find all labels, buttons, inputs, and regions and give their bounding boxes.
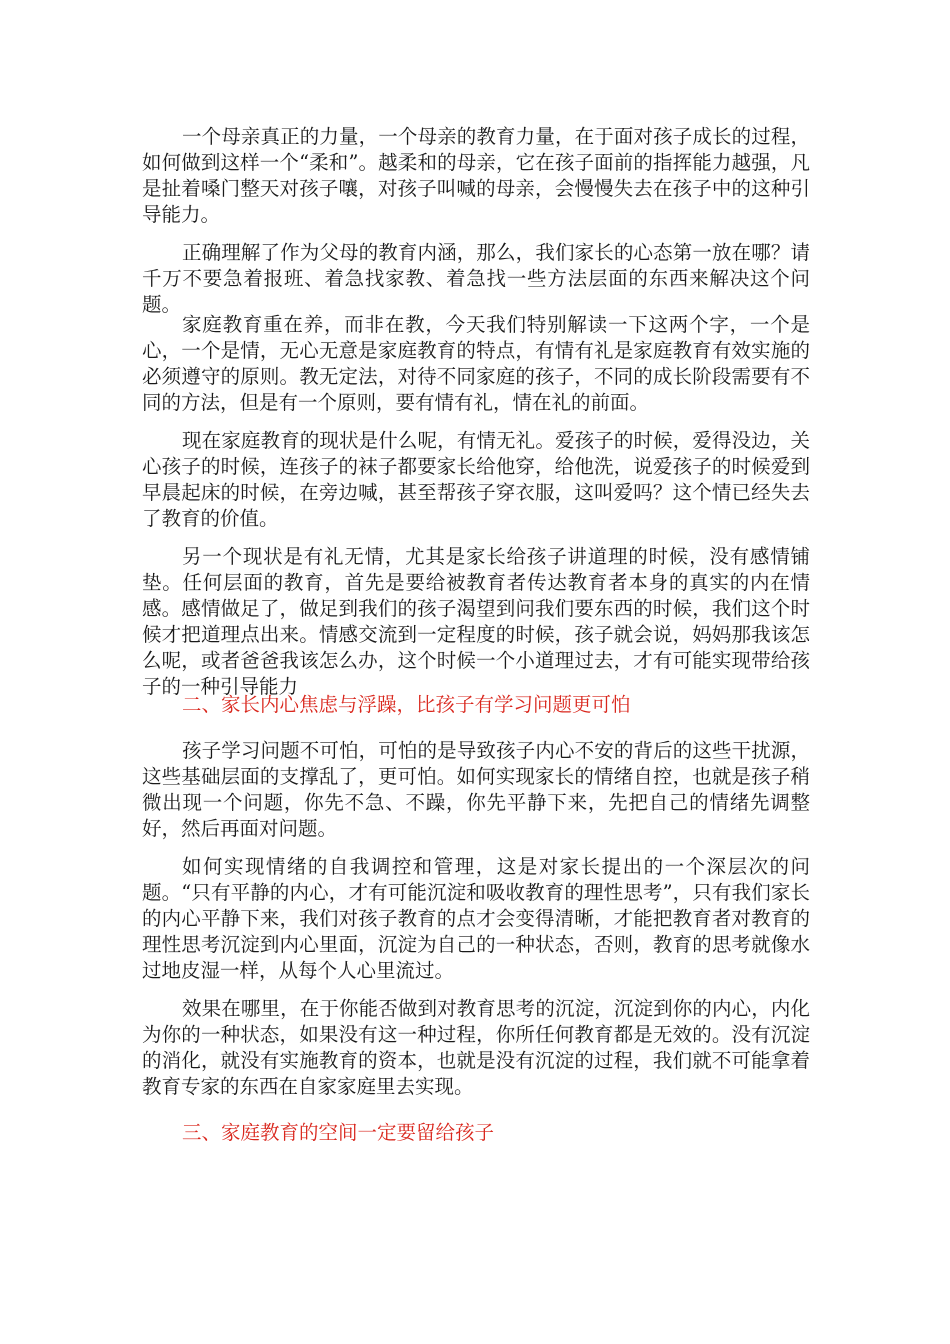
body-paragraph: 正确理解了作为父母的教育内涵，那么，我们家长的心态第一放在哪？请千万不要急着报班、着急找家教、着急找一些方法层面的东西来解决这个问题。 <box>142 241 810 316</box>
body-paragraph: 家庭教育重在养，而非在教，今天我们特别解读一下这两个字，一个是心，一个是情，无心无意是家庭教育的特点，有情有礼是家庭教育有效实施的必须遵守的原则。教无定法，对待不同家庭的孩子，不同的成长阶段需要有不同的方法，但是有一个原则，要有情有礼，情在礼的前面。 <box>142 313 810 414</box>
body-paragraph: 效果在哪里，在于你能否做到对教育思考的沉淀，沉淀到你的内心，内化为你的一种状态，如果没有这一种过程，你所任何教育都是无效的。没有沉淀的消化，就没有实施教育的资本，也就是没有沉淀的过程，我们就不可能拿着教育专家的东西在自家家庭里去实现。 <box>142 997 810 1098</box>
body-paragraph: 一个母亲真正的力量，一个母亲的教育力量，在于面对孩子成长的过程，如何做到这样一个“柔和”。越柔和的母亲，它在孩子面前的指挥能力越强，凡是扯着嗓门整天对孩子嚷，对孩子叫喊的母亲，会慢慢失去在孩子中的这种引导能力。 <box>142 125 810 226</box>
body-paragraph: 另一个现状是有礼无情，尤其是家长给孩子讲道理的时候，没有感情铺垫。任何层面的教育，首先是要给被教育者传达教育者本身的真实的内在情感。感情做足了，做足到我们的孩子渴望到问我们要东西的时候，我们这个时候才把道理点出来。情感交流到一定程度的时候，孩子就会说，妈妈那我该怎么呢，或者爸爸我该怎么办，这个时候一个小道理过去，才有可能实现带给孩子的一种引导能力 <box>142 545 810 698</box>
document-page <box>142 0 810 1344</box>
section-heading: 二、家长内心焦虑与浮躁，比孩子有学习问题更可怕 <box>182 693 631 716</box>
body-paragraph: 孩子学习问题不可怕，可怕的是导致孩子内心不安的背后的这些干扰源，这些基础层面的支撑乱了，更可怕。如何实现家长的情绪自控，也就是孩子稍微出现一个问题，你先不急、不躁，你先平静下来，先把自己的情绪先调整好，然后再面对问题。 <box>142 739 810 840</box>
body-paragraph: 如何实现情绪的自我调控和管理，这是对家长提出的一个深层次的问题。“只有平静的内心，才有可能沉淀和吸收教育的理性思考”，只有我们家长的内心平静下来，我们对孩子教育的点才会变得清晰，才能把教育者对教育的理性思考沉淀到内心里面，沉淀为自己的一种状态，否则，教育的思考就像水过地皮湿一样，从每个人心里流过。 <box>142 855 810 982</box>
body-paragraph: 现在家庭教育的现状是什么呢，有情无礼。爱孩子的时候，爱得没边，关心孩子的时候，连孩子的袜子都要家长给他穿，给他洗，说爱孩子的时候爱到早晨起床的时候，在旁边喊，甚至帮孩子穿衣服，这叫爱吗？这个情已经失去了教育的价值。 <box>142 429 810 530</box>
section-heading: 三、家庭教育的空间一定要留给孩子 <box>182 1121 495 1144</box>
